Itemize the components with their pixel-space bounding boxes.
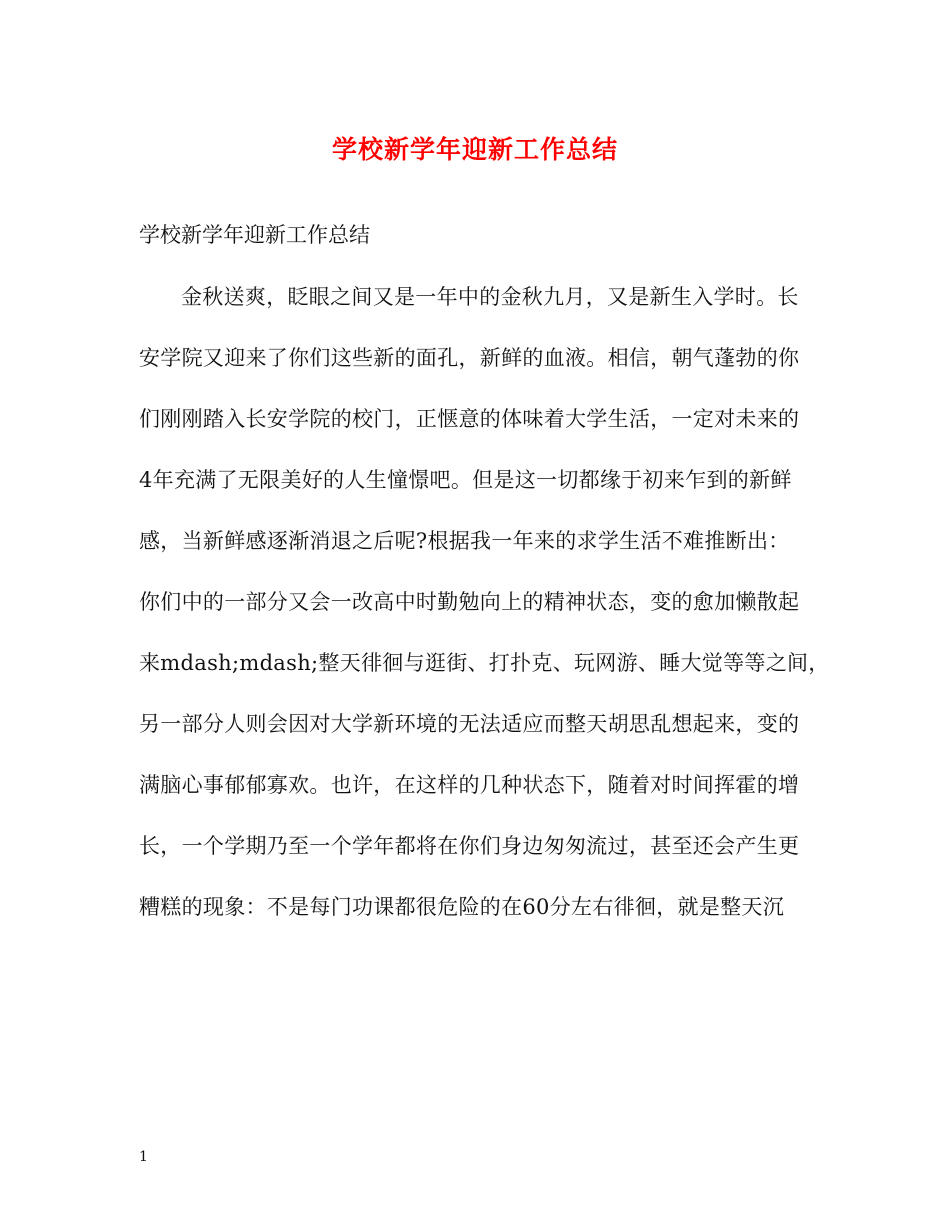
document-body: [139, 282, 830, 953]
body-line: 长，一个学期乃至一个学年都将在你们身边匆匆流过，甚至还会产生更: [139, 834, 800, 858]
document-subtitle: 学校新学年迎新工作总结: [139, 223, 370, 247]
body-line: 来mdash;mdash;整天徘徊与逛街、打扑克、玩网游、睡大觉等等之间，: [139, 651, 830, 675]
body-line: 满脑心事郁郁寡欢。也许，在这样的几种状态下，随着对时间挥霍的增: [139, 773, 800, 797]
body-line: 感，当新鲜感逐渐消退之后呢?根据我一年来的求学生活不难推断出：: [139, 529, 790, 553]
page-number: 1: [139, 1149, 148, 1165]
body-line: 你们中的一部分又会一改高中时勤勉向上的精神状态，变的愈加懒散起: [139, 590, 800, 614]
body-line: 们刚刚踏入长安学院的校门，正惬意的体味着大学生活，一定对未来的: [139, 407, 800, 431]
body-line: 4年充满了无限美好的人生憧憬吧。但是这一切都缘于初来乍到的新鲜: [139, 468, 792, 492]
body-line: 糟糕的现象：不是每门功课都很危险的在60分左右徘徊，就是整天沉: [139, 895, 785, 919]
body-line: 安学院又迎来了你们这些新的面孔，新鲜的血液。相信，朝气蓬勃的你: [139, 346, 800, 370]
document-title: 学校新学年迎新工作总结: [331, 135, 618, 164]
body-line: 金秋送爽，眨眼之间又是一年中的金秋九月，又是新生入学时。长: [181, 285, 799, 309]
body-line: 另一部分人则会因对大学新环境的无法适应而整天胡思乱想起来，变的: [139, 712, 800, 736]
